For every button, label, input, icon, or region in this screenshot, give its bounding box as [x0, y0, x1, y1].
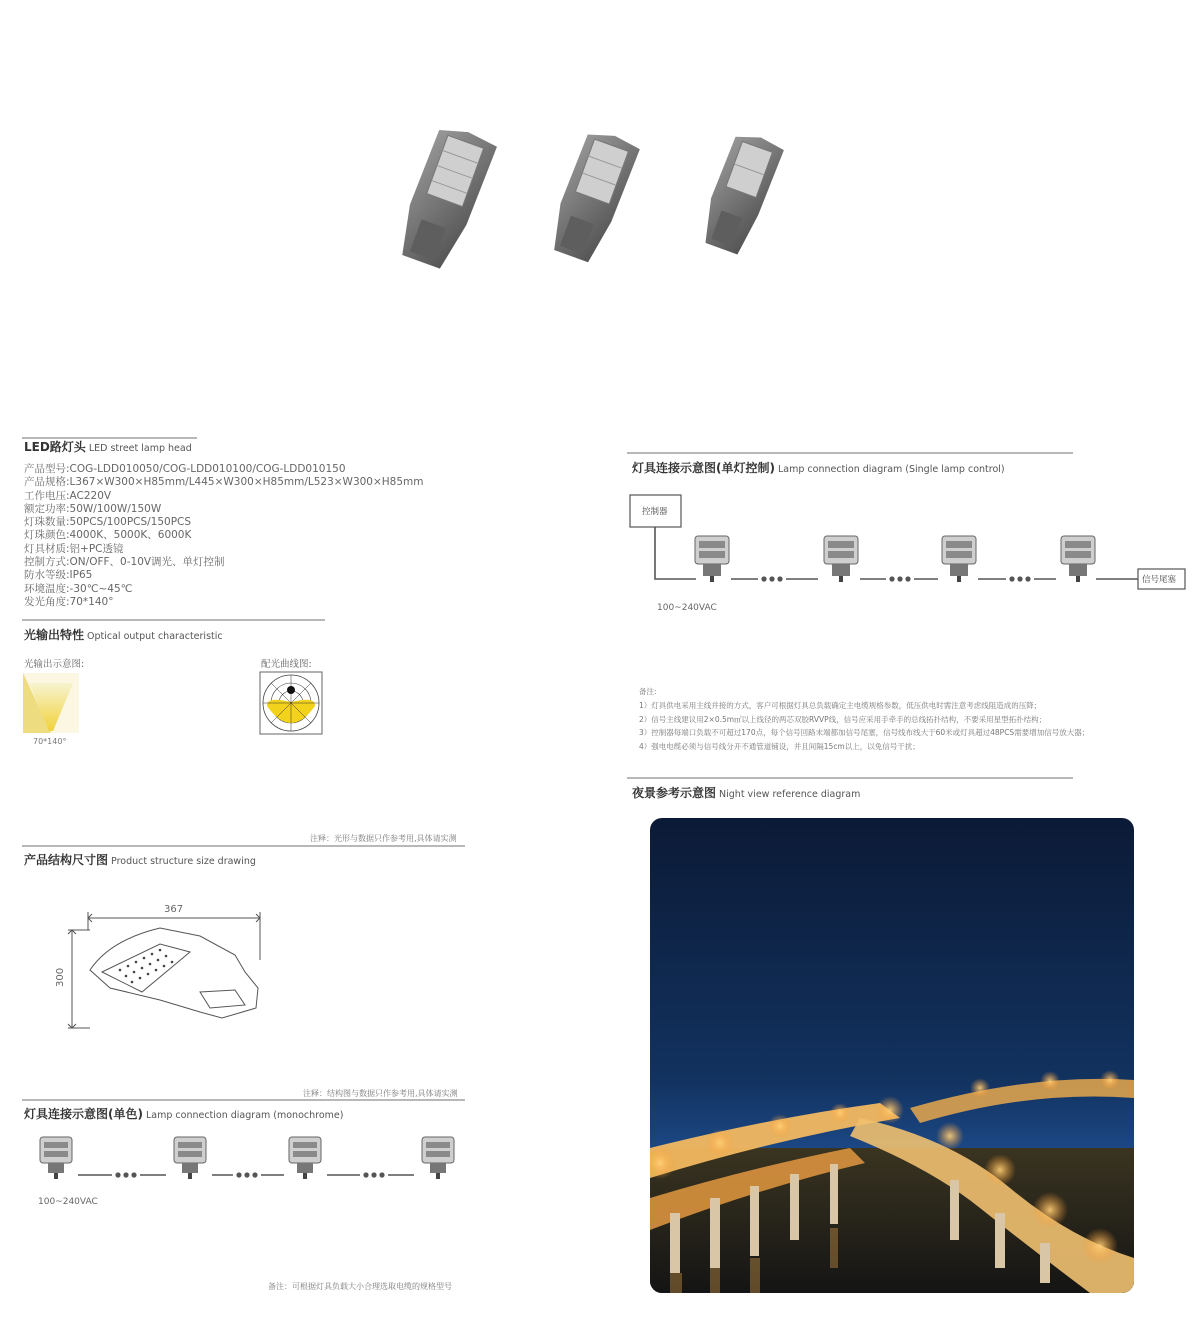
note-item: 2）信号主线建议用2×0.5m㎡以上线径的两芯双胶RVVP线，信号应采用手牵手的总线拓扑结构，不要采用星型拓扑结构；: [639, 714, 1047, 724]
spec-row: 防水等级:IP65: [24, 569, 93, 582]
rule-single: [627, 452, 1073, 454]
spec-row: 灯珠颜色:4000K、5000K、6000K: [24, 529, 192, 542]
lamp-outline-drawing: [50, 900, 280, 1040]
spec-row: 发光角度:70*140°: [24, 595, 114, 608]
structure-drawing: [50, 900, 280, 1040]
rule-optical: [22, 619, 325, 621]
spec-row: 额定功率:50W/100W/150W: [24, 502, 162, 515]
section-title-product: [24, 438, 192, 455]
light-curve-label: 配光曲线图:: [261, 659, 312, 670]
note-item: 1）灯具供电采用主线并接的方式，客户可根据灯具总负载确定主电缆规格参数，低压供电时需注意考虑线阻造成的压降；: [639, 700, 1042, 710]
rule-structure: [22, 845, 465, 847]
optical-note: 注释：光形与数据只作参考用,具体请实测: [310, 834, 457, 843]
spec-row: 工作电压:AC220V: [24, 489, 112, 502]
led-street-lamp-images: [395, 120, 815, 270]
spec-row: 产品规格:L367×W300×H85mm/L445×W300×H85mm/L523×W300×H85mm: [24, 476, 424, 489]
note-item: 4）强电电缆必须与信号线分开不通管道铺设，并且间隔15cm以上，以免信号干扰；: [639, 742, 920, 752]
mono-voltage: 100~240VAC: [38, 1197, 98, 1207]
mono-diagram: [38, 1135, 458, 1185]
product-title-cn: LED路灯头: [24, 440, 86, 454]
structure-note: 注释：结构图与数据只作参考用,具体请实测: [303, 1089, 458, 1098]
single-control-diagram: [628, 493, 1188, 603]
beam-diagram: [23, 673, 79, 733]
night-view-photo: [650, 818, 1134, 1293]
note-item: 3）控制器每端口负载不可超过170点，每个信号回路末端都加信号尾塞，信号线布线大于60米或灯具超过48PCS需要增加信号放大器；: [639, 728, 1090, 738]
beam-angle-caption: 70*140°: [33, 737, 67, 746]
product-images: [395, 120, 815, 270]
bridge-night-image: [650, 818, 1134, 1293]
section-title-optical: 光输出特性 Optical output characteristic: [24, 628, 223, 642]
section-title-night: 夜景参考示意图 Night view reference diagram: [632, 786, 861, 800]
lamp-image-1: [395, 122, 498, 270]
terminator-label: 信号尾塞: [1142, 575, 1177, 585]
lamp-image-3: [696, 129, 785, 258]
spec-row: 产品型号:COG-LDD010050/COG-LDD010100/COG-LDD010150: [24, 463, 346, 475]
spec-list: [24, 463, 424, 609]
spec-row: 控制方式:ON/OFF、0-10V调光、单灯控制: [24, 556, 225, 569]
single-diagram: [628, 493, 1188, 603]
optical-output-label: 光输出示意图:: [24, 659, 85, 670]
notes-block: [639, 685, 1089, 754]
section-title-mono: 灯具连接示意图(单色) Lamp connection diagram (monochrome): [24, 1107, 344, 1121]
dimension-width: 367: [164, 904, 184, 915]
mono-connection-diagram: [38, 1135, 458, 1185]
rule-night: [627, 777, 1073, 779]
lamp-image-2: [545, 126, 641, 265]
single-voltage: 100~240VAC: [657, 603, 717, 613]
rule-mono: [22, 1099, 465, 1101]
spec-row: 灯具材质:铝+PC透镜: [24, 542, 124, 555]
dimension-height: 300: [55, 967, 66, 987]
spec-row: 环境温度:-30℃~45℃: [24, 582, 133, 595]
notes-title: 备注:: [639, 687, 657, 696]
controller-label: 控制器: [642, 507, 668, 517]
mono-note: 备注：可根据灯具负载大小合理选取电缆的规格型号: [268, 1282, 452, 1291]
polar-curve-icon: [258, 670, 324, 736]
light-beam-icon: [23, 673, 79, 733]
section-title-structure: 产品结构尺寸图 Product structure size drawing: [24, 853, 256, 867]
section-title-single: 灯具连接示意图(单灯控制) Lamp connection diagram (Single lamp control): [632, 461, 1005, 475]
product-title-en: LED street lamp head: [88, 443, 192, 454]
light-curve-diagram: [258, 670, 324, 736]
spec-row: 灯珠数量:50PCS/100PCS/150PCS: [24, 516, 192, 529]
